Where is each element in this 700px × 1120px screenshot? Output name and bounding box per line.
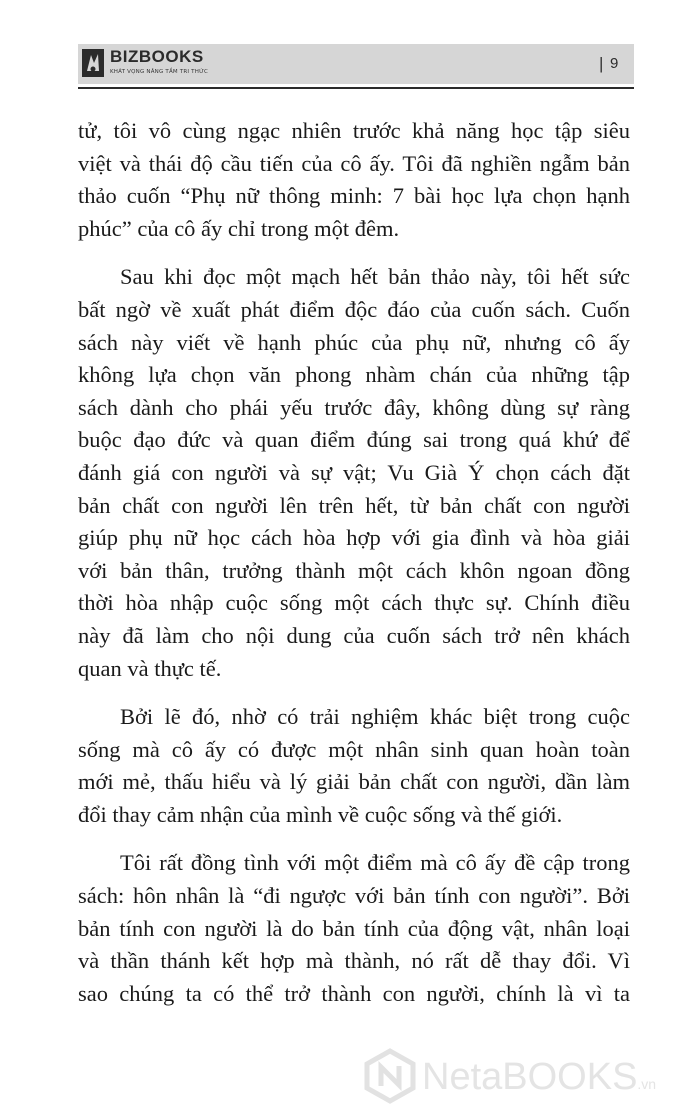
- page-number: 9: [610, 55, 619, 72]
- text-line: Sau khi đọc một mạch hết bản thảo này, tôi hết sức: [120, 264, 630, 290]
- brand-name: BIZBOOKS: [110, 47, 204, 66]
- text-line: đánh giá con người và sự vật; Vu Già Ý chọn cách đặt: [78, 459, 630, 485]
- text-line: sách này viết về hạnh phúc của phụ nữ, nhưng cô ấy: [78, 329, 630, 355]
- watermark-text: [422, 1056, 656, 1099]
- body-text: [78, 115, 630, 1026]
- text-line: Bởi lẽ đó, nhờ có trải nghiệm khác biệt trong cuộc: [120, 704, 630, 730]
- text-line: tử, tôi vô cùng ngạc nhiên trước khả năng học tập siêu: [78, 118, 630, 143]
- brand-tagline: KHÁT VỌNG NÂNG TẦM TRI THỨC: [110, 69, 209, 75]
- text-line: với bản thân, trưởng thành một cách khôn ngoan đồng: [78, 557, 630, 583]
- text-line: thời hòa nhập cuộc sống một cách thực sự. Chính điều: [78, 590, 630, 616]
- netabooks-logo-icon: [362, 1048, 418, 1104]
- text-line: quan và thực tế.: [78, 655, 222, 681]
- page-header: [78, 44, 634, 90]
- text-line: sao chúng ta có thể trở thành con người, chính là vì ta: [78, 980, 630, 1006]
- watermark: [362, 1048, 692, 1108]
- text-line: sách dành cho phái yếu trước đây, không dùng sự ràng: [78, 394, 630, 420]
- text-line: không lựa chọn văn phong nhàm chán của những tập: [78, 362, 630, 388]
- paragraph-2: [78, 261, 630, 685]
- text-line: sống mà cô ấy có được một nhân sinh quan hoàn toàn: [78, 736, 630, 762]
- text-line: và thần thánh kết hợp mà thành, nó rất dễ thay đổi. Vì: [78, 948, 630, 974]
- text-line: buộc đạo đức và quan điểm đúng sai trong quá khứ để: [78, 427, 630, 453]
- watermark-name: NetaBOOKS: [422, 1056, 638, 1098]
- text-line: đổi thay cảm nhận của mình về cuộc sống và thế giới.: [78, 801, 563, 827]
- text-line: bản chất con người lên trên hết, từ bản chất con người: [78, 492, 630, 518]
- text-line: bất ngờ về xuất phát điểm độc đáo của cuốn sách. Cuốn: [78, 296, 630, 322]
- text-line: mới mẻ, thấu hiểu và lý giải bản chất con người, dần làm: [78, 769, 630, 795]
- text-line: Tôi rất đồng tình với một điểm mà cô ấy đề cập trong: [120, 850, 630, 876]
- text-line: giúp phụ nữ học cách hòa hợp với gia đình và hòa giải: [78, 525, 630, 551]
- watermark-suffix: .vn: [637, 1076, 657, 1092]
- text-line: bản tính con người là do bản tính của động vật, nhân loại: [78, 915, 630, 941]
- header-rule: [78, 87, 634, 89]
- text-line: thảo cuốn “Phụ nữ thông minh: 7 bài học lựa chọn hạnh: [78, 183, 630, 209]
- paragraph-1: [78, 115, 630, 245]
- bizbooks-logo-icon: [82, 49, 104, 77]
- text-line: sách: hôn nhân là “đi ngược với bản tính con người”. Bởi: [78, 883, 630, 909]
- text-line: việt và thái độ cầu tiến của cô ấy. Tôi đã nghiền ngẫm bản: [78, 150, 630, 176]
- paragraph-3: [78, 701, 630, 831]
- text-line: này đã làm cho nội dung của cuốn sách trở nên khách: [78, 622, 630, 648]
- paragraph-4: [78, 847, 630, 1010]
- page-separator: |: [599, 54, 604, 73]
- text-line: phúc” của cô ấy chỉ trong một đêm.: [78, 215, 400, 241]
